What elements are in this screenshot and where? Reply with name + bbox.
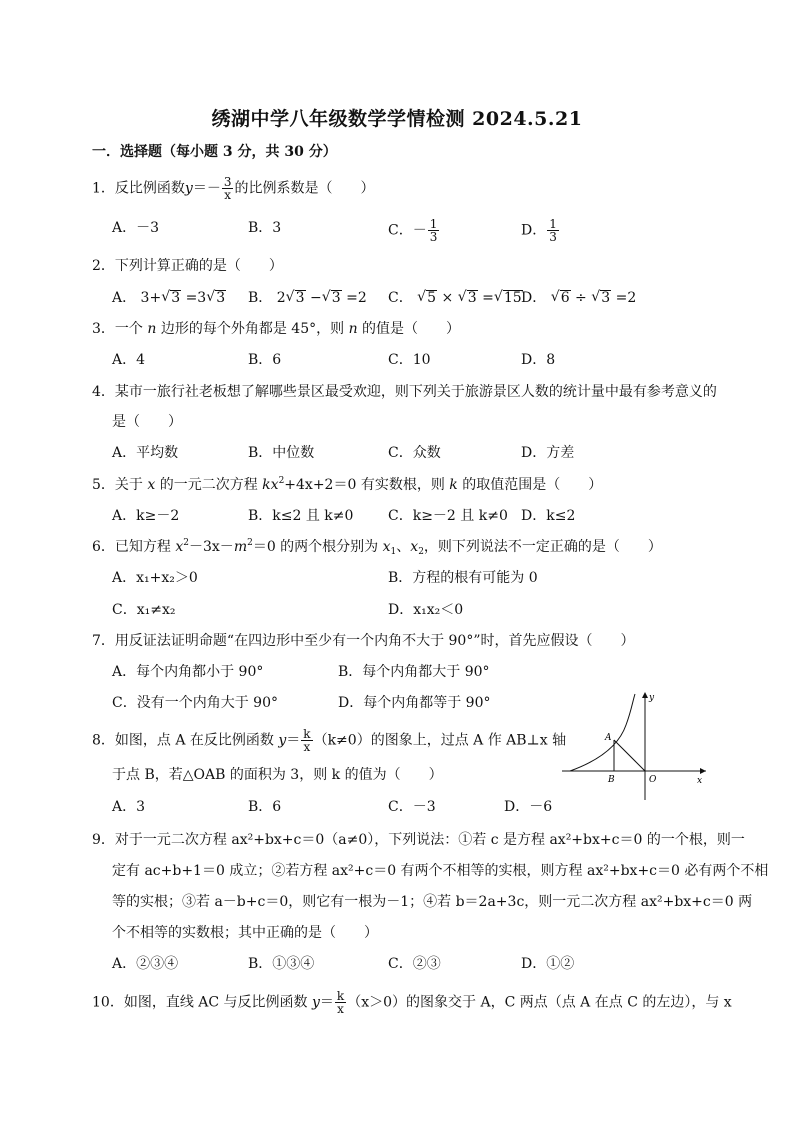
option-b[interactable]: B．k≤2 且 k≠0 xyxy=(248,508,354,524)
option-b[interactable]: B． 2√ 3 −√ 3 =2 xyxy=(248,288,367,308)
option-a[interactable]: A．每个内角都小于 90° xyxy=(112,664,264,680)
question-3: 3．一个 n 边形的每个外角都是 45°，则 n 的值是（ ） xyxy=(92,321,461,337)
option-c[interactable]: C．众数 xyxy=(388,445,441,461)
section-heading: 一．选择题（每小题 3 分，共 30 分） xyxy=(92,144,337,160)
fraction: $\frac{3}{x}$ xyxy=(223,175,232,202)
option-d[interactable]: D．8 xyxy=(521,352,556,368)
question-9-cont: 定有 ac+b+1＝0 成立；②若方程 ax²+c＝0 有两个不相等的实根，则方程 ax²+bx+c＝0 必有两个不相 xyxy=(112,863,769,879)
option-c[interactable]: C．x₁≠x₂ xyxy=(112,602,176,618)
option-b[interactable]: B．每个内角都大于 90° xyxy=(338,664,490,680)
option-d[interactable]: D．①② xyxy=(521,956,575,972)
option-a[interactable]: A． 3+√ 3 =3√ 3 xyxy=(112,288,226,308)
option-c[interactable]: C．－3 xyxy=(388,799,436,815)
question-4-cont: 是（ ） xyxy=(112,414,182,430)
option-b[interactable]: B．3 xyxy=(248,220,282,236)
option-c[interactable]: C．没有一个内角大于 90° xyxy=(112,695,278,711)
y-axis-arrow xyxy=(642,692,648,698)
option-d[interactable]: D．x₁x₂＜0 xyxy=(388,602,464,618)
option-c[interactable]: C．k≥－2 且 k≠0 xyxy=(388,508,508,524)
question-5: 5．关于 x 的一元二次方程 $kx^2+4x+2=0$ 有实数根，则 k 的取值范围是（ ） xyxy=(92,476,603,493)
question-9: 9．对于一元二次方程 ax²+bx+c＝0（a≠0），下列说法：①若 c 是方程 ax²+bx+c＝0 的一个根，则一 xyxy=(92,832,745,848)
question-6: 6．已知方程 $x^2-3x-m^2=0$ 的两个根分别为 $x_1$、$x_2$，则下列说法不一定正确的是（ ） xyxy=(92,538,662,557)
option-b[interactable]: B．6 xyxy=(248,352,282,368)
option-d[interactable]: D．每个内角都等于 90° xyxy=(338,695,491,711)
option-d[interactable]: D．方差 xyxy=(521,445,575,461)
page-title: 绣湖中学八年级数学学情检测 2024.5.21 xyxy=(211,108,583,130)
question-10: 10．如图，直线 AC 与反比例函数 y＝ $\frac{k}{x}$ （x＞0）的图象交于 A，C 两点（点 A 在点 C 的左边），与 x xyxy=(92,989,732,1016)
option-c[interactable]: C．②③ xyxy=(388,956,441,972)
option-c[interactable]: C．10 xyxy=(388,352,431,368)
x-axis-arrow xyxy=(700,768,706,774)
label-y: y xyxy=(649,693,655,703)
question-2: 2．下列计算正确的是（ ） xyxy=(92,258,283,274)
option-b[interactable]: B．方程的根有可能为 0 xyxy=(388,570,538,586)
option-a[interactable]: A．平均数 xyxy=(112,445,179,461)
label-o: O xyxy=(649,775,657,785)
q8-graph xyxy=(560,688,710,803)
option-a[interactable]: A．－3 xyxy=(112,220,160,236)
question-8: 8．如图，点 A 在反比例函数 y＝ $\frac{k}{x}$ （k≠0）的图象上，过点 A 作 AB⊥x 轴 xyxy=(92,727,567,754)
hyperbola-curve xyxy=(570,694,635,771)
question-9-cont: 个不相等的实数根；其中正确的是（ ） xyxy=(112,925,378,941)
option-a[interactable]: A．4 xyxy=(112,352,146,368)
option-d[interactable]: D．－6 xyxy=(504,799,553,815)
option-c[interactable]: C． √ 5 × √ 3 =√ 15 xyxy=(388,288,523,308)
label-x: x xyxy=(697,776,703,786)
option-a[interactable]: A．3 xyxy=(112,799,146,815)
question-8-cont: 于点 B，若△OAB 的面积为 3，则 k 的值为（ ） xyxy=(112,767,443,783)
option-a[interactable]: A．k≥－2 xyxy=(112,508,180,524)
question-4: 4．某市一旅行社老板想了解哪些景区最受欢迎，则下列关于旅游景区人数的统计量中最有参考意义的 xyxy=(92,384,717,400)
question-7: 7．用反证法证明命题“在四边形中至少有一个内角不大于 90°”时，首先应假设（ ） xyxy=(92,633,635,649)
option-a[interactable]: A．x₁+x₂＞0 xyxy=(112,570,198,586)
question-1: 1．反比例函数y＝－ $\frac{3}{x}$ 的比例系数是（ ） xyxy=(92,175,375,202)
option-d[interactable]: D． √ 6 ÷ √ 3 =2 xyxy=(521,288,636,308)
option-d[interactable]: D．k≤2 xyxy=(521,508,576,524)
option-c[interactable]: C．－ $\frac{1}{3}$ xyxy=(388,217,438,244)
option-b[interactable]: B．6 xyxy=(248,799,282,815)
option-b[interactable]: B．中位数 xyxy=(248,445,315,461)
label-b: B xyxy=(608,775,615,785)
option-b[interactable]: B．①③④ xyxy=(248,956,315,972)
question-9-cont: 等的实根；③若 a－b+c＝0，则它有一根为－1；④若 b＝2a+3c，则一元二次方程 ax²+bx+c＝0 两 xyxy=(112,894,753,910)
option-a[interactable]: A．②③④ xyxy=(112,956,179,972)
segment-ao xyxy=(614,740,645,771)
label-a: A xyxy=(605,733,612,743)
option-d[interactable]: D． $\frac{1}{3}$ xyxy=(521,217,557,244)
